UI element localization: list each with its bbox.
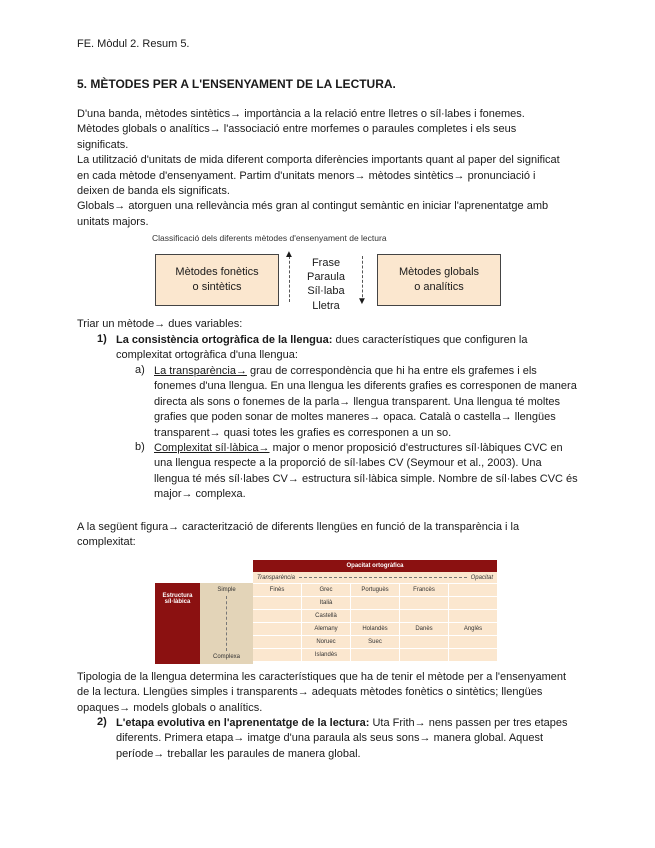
table-cell (449, 584, 497, 596)
complexity-axis (200, 583, 253, 664)
figure-intro: A la següent figura→ caracterització de diferents llengües en funció de la transparència i la complexitat: (77, 521, 520, 549)
item-heading: L'etapa evolutiva en l'aprenentatge de la lectura: (116, 717, 370, 729)
table-cell (400, 597, 448, 609)
sublist-letter: a) (135, 364, 145, 376)
table-cell: Noruec (302, 636, 350, 648)
table-cell (253, 623, 301, 635)
row-header-line2: síl·làbica (164, 599, 191, 605)
triar-text: Triar un mètode→ dues variables: (77, 318, 243, 330)
sublist-item-complexity (154, 441, 579, 503)
intro-paragraph: La utilització d'unitats de mida diferent comporta diferències importants quant al paper del significat en cada mètode d'ensenyament. Partim d'unitats menors→ mètodes sintètics→ pronunciació i deixen de banda els significats. (77, 154, 560, 198)
intro-paragraph: D'una banda, mètodes sintètics→ importància a la relació entre lletres o síl·labes i fonemes. Mètodes globals o analítics→ l'associació entre morfemes o paraules completes i els seus significats. (77, 108, 525, 151)
simple-label: Simple (217, 587, 236, 593)
table-cell (400, 610, 448, 622)
complex-label: Complexa (212, 654, 240, 660)
table-cell (449, 610, 497, 622)
section-title: 5. MÈTODES PER A L'ENSENYAMENT DE LA LECTURA. (77, 77, 396, 91)
sublist-body: grau de correspondència que hi ha entre els grafemes i els fonemes d'una llengua. En una llengua les diferents grafies es corresponen de manera directa als sons o fonemes de la parla→ llengua transparent. Una llengua té moltes grafies que poden sonar de moltes maneres→ opaca. Català o castella→ llengües transparent→ quasi totes les grafies es corresponen a un so. (154, 365, 577, 439)
list-item-stage (116, 716, 581, 762)
sublist-item-transparency (154, 364, 579, 441)
diagram-caption: Classificació dels diferents mètodes d'ensenyament de lectura (152, 233, 387, 243)
global-label-line2: o analítics (414, 281, 464, 293)
axis-row (253, 572, 497, 583)
table-cell: Danès (400, 623, 448, 635)
table-cell: Islandès (302, 649, 350, 661)
list-number: 1) (97, 333, 107, 345)
unit-scale (293, 256, 359, 313)
sublist-term: La transparència→ (154, 365, 247, 377)
intro-paragraph: Globals→ atorguen una rellevància més gran al contingut semàntic en iniciar l'aprenentatge amb unitats majors. (77, 200, 549, 228)
table-cell: Anglès (449, 623, 497, 635)
global-label-line1: Mètodes globals (398, 266, 480, 278)
axis-right-label: Opacitat (470, 574, 493, 581)
list-number: 2) (97, 716, 107, 728)
table-cell: Grec (302, 584, 350, 596)
synthetic-label-line1: Mètodes fonètics (175, 266, 259, 278)
table-cell (253, 649, 301, 661)
dashed-divider-left (289, 256, 290, 302)
table-cell (253, 610, 301, 622)
table-cell (253, 597, 301, 609)
table-cell: Finès (253, 584, 301, 596)
global-methods-box (377, 254, 501, 306)
row-header-line1: Estructura (162, 593, 193, 599)
table-cell: Castellà (302, 610, 350, 622)
intro-text (77, 107, 567, 230)
complexity-dashes (226, 596, 227, 651)
table-cell (351, 610, 399, 622)
table-cell (400, 649, 448, 661)
sublist-term: Complexitat síl·làbica→ (154, 442, 270, 454)
unit-label: Lletra (312, 299, 340, 312)
axis-dashes (299, 577, 467, 578)
arrow-down-icon: ▼ (357, 296, 367, 307)
table-cell: Portuguès (351, 584, 399, 596)
synthetic-methods-box (155, 254, 279, 306)
item-heading: La consistència ortogràfica de la llengua: (116, 334, 333, 346)
table-cell: Alemany (302, 623, 350, 635)
language-table (155, 560, 497, 664)
row-header (155, 583, 200, 664)
table-cell (400, 636, 448, 648)
item-body: dues característiques que configuren la complexitat ortogràfica d'una llengua: (116, 334, 528, 362)
table-cell (449, 636, 497, 648)
tipologia-text: Tipologia de la llengua determina les característiques que ha de tenir el mètode per a l'ensenyament de la lectura. Llengües simples i transparents→ adequats mètodes fonètics o sintètics; llengües opaques→ models globals o analítics. (77, 671, 567, 714)
list-item-consistency (116, 333, 576, 364)
table-cell: Holandès (351, 623, 399, 635)
table-header: Opacitat ortogràfica (253, 560, 497, 572)
synthetic-label-line2: o sintètics (192, 281, 242, 293)
table-cell: Suec (351, 636, 399, 648)
sublist-body: major o menor proposició d'estructures síl·làbiques CVC en una llengua respecte a la proporció de síl·labes CV (Seymour et al., 2003). Una llengua té més síl·labes CV→ estructura síl·làbica simple. Nombre de síl·labes CVC és major→ complexa. (154, 442, 578, 501)
table-cell (351, 597, 399, 609)
axis-left-label: Transparència (257, 574, 295, 581)
item-body: Uta Frith→ nens passen per tres etapes diferents. Primera etapa→ imatge d'una paraula als seus sons→ manera global. Aquest període→ treballar les paraules de manera global. (116, 717, 568, 760)
table-cell (449, 649, 497, 661)
unit-label: Frase (311, 257, 341, 269)
table-cell: Italià (302, 597, 350, 609)
table-cell: Francès (400, 584, 448, 596)
arrow-up-icon: ▲ (284, 249, 294, 260)
sublist-letter: b) (135, 441, 145, 453)
table-cell (253, 636, 301, 648)
table-cell (351, 649, 399, 661)
unit-label: Paraula (307, 271, 345, 284)
page-header: FE. Mòdul 2. Resum 5. (77, 38, 190, 50)
table-cell (449, 597, 497, 609)
unit-label: Síl·laba (307, 285, 345, 298)
